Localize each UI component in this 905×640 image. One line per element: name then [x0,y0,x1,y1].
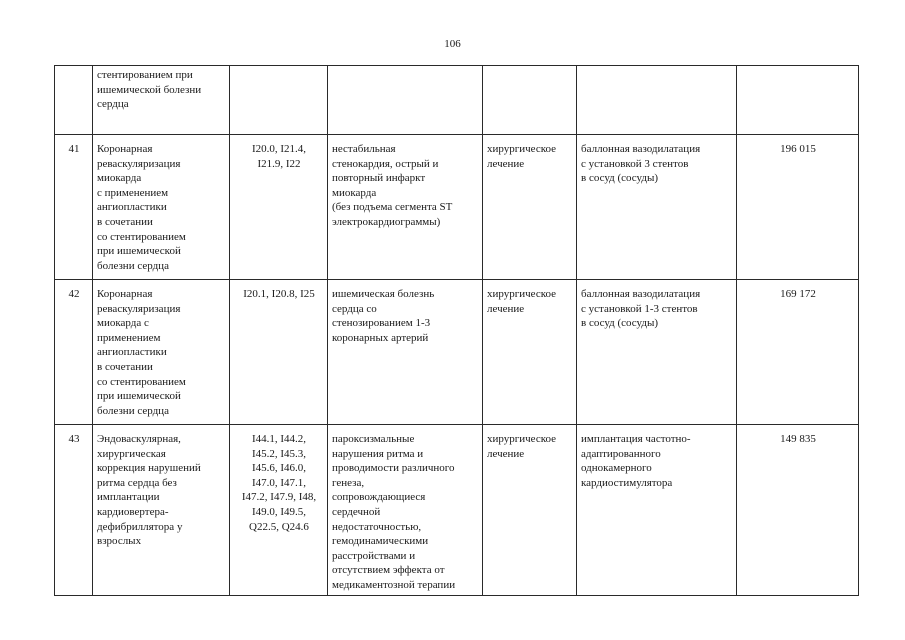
cell-text-line: кардиовертера- [97,505,169,518]
cell-patient-model [328,280,483,425]
cell-text-line: электрокардиограммы) [332,215,441,228]
cell-text-line: сердца [97,98,129,111]
cell-treatment-kind [483,66,577,135]
cell-text-line: (без подъема сегмента ST [332,201,453,214]
cell-text-line: сердца со [332,302,377,315]
cell-icd-codes [230,280,328,425]
cell-text: 169 172 [780,288,816,300]
cell-text-line: с установкой 1-3 стентов [581,302,698,315]
cell-cost [737,66,859,135]
cell-text-line: проводимости различного [332,462,455,475]
cell-treatment-method [577,135,737,280]
cell-text: 43 [68,433,80,445]
cell-text-line: лечение [487,302,525,315]
cell-number [55,280,93,425]
cell-text-line: имплантация частотно- [581,433,691,445]
cell-text-line: отсутствием эффекта от [332,564,445,577]
cell-text-line: со стентированием [97,375,186,388]
cell-text-line: в сосуд (сосуды) [581,172,659,185]
cell-text-line: стентированием при [97,69,193,81]
cell-icd-codes [230,66,328,135]
cell-text-line: при ишемической [97,245,181,258]
cell-text-line: хирургическая [97,447,166,460]
cell-icd-codes [230,425,328,596]
cell-text-line: с применением [97,186,169,199]
cell-text-line: Q22.5, Q24.6 [249,520,309,533]
cell-icd-codes [230,135,328,280]
cell-text-line: гемодинамическими [332,535,429,548]
cell-text-line: имплантации [97,491,160,504]
cell-text: 196 015 [780,143,816,155]
cell-text: 41 [68,143,80,155]
cell-care-type-name [93,66,230,135]
cell-text-line: ишемической болезни [97,83,202,96]
cell-text-line: при ишемической [97,390,181,403]
cell-text-line: генеза, [332,476,365,489]
cell-text-line: однокамерного [581,462,652,475]
cell-care-type-name [93,425,230,596]
cell-text: 42 [68,288,80,300]
cell-treatment-method [577,280,737,425]
cell-patient-model [328,425,483,596]
cell-text-line: I44.1, I44.2, [251,433,307,445]
cell-text-line: ангиопластики [97,201,167,214]
cell-text-line: I21.9, I22 [257,157,301,170]
cell-text-line: сердечной [332,505,381,518]
cell-number [55,425,93,596]
cell-text-line: I49.0, I49.5, [251,505,307,518]
cell-number [55,135,93,280]
cell-cost [737,280,859,425]
cell-text-line: лечение [487,157,525,170]
cell-text-line: адаптированного [581,447,661,460]
cell-text-line: в сочетании [97,215,153,228]
cell-text-line: I45.2, I45.3, [251,447,307,460]
cell-text-line: дефибриллятора у [97,520,183,533]
cell-text-line: I47.0, I47.1, [251,476,307,489]
cell-patient-model [328,135,483,280]
cell-text-line: хирургическое [487,433,557,445]
cell-text-line: кардиостимулятора [581,476,673,489]
cell-treatment-kind [483,135,577,280]
cell-text-line: баллонная вазодилатация [581,288,701,300]
cell-care-type-name [93,280,230,425]
cell-text-line: болезни сердца [97,404,169,417]
cell-text-line: нарушения ритма и [332,447,424,460]
cell-text-line: Коронарная [97,143,153,155]
cell-number [55,66,93,135]
cell-text-line: со стентированием [97,230,186,243]
cell-text-line: миокарда с [97,317,149,330]
cell-text: 149 835 [780,433,816,445]
cell-text-line: I20.1, I20.8, I25 [243,288,315,300]
cell-patient-model [328,66,483,135]
cell-text-line: медикаментозной терапии [332,578,456,591]
cell-text-line: реваскуляризация [97,302,181,315]
cell-text-line: лечение [487,447,525,460]
table-row [55,66,859,135]
cell-text-line: применением [97,331,161,344]
cell-text-line: коронарных артерий [332,331,429,344]
cell-text-line: повторный инфаркт [332,172,426,185]
cell-text-line: миокарда [332,186,377,199]
cell-text-line: ангиопластики [97,346,167,359]
cell-treatment-method [577,66,737,135]
cell-text-line: Эндоваскулярная, [97,433,181,445]
cell-text-line: стенокардия, острый и [332,157,439,170]
cell-text-line: хирургическое [487,143,557,155]
cell-treatment-kind [483,280,577,425]
cell-text-line: I20.0, I21.4, [251,143,307,155]
cell-text-line: с установкой 3 стентов [581,157,689,170]
cell-cost [737,425,859,596]
cell-text-line: I47.2, I47.9, I48, [241,491,317,504]
cell-text-line: хирургическое [487,288,557,300]
cell-text-line: коррекция нарушений [97,462,201,475]
cell-text-line: в сочетании [97,360,153,373]
table-row [55,280,859,425]
cell-text-line: пароксизмальные [332,433,415,445]
cell-text-line: нестабильная [332,143,396,155]
cell-text-line: болезни сердца [97,259,169,272]
table-row [55,425,859,596]
page-number: 106 [444,38,461,50]
cell-text-line: недостаточностью, [332,520,422,533]
cell-text-line: миокарда [97,172,142,185]
cell-text-line: взрослых [97,535,142,548]
cell-text-line: баллонная вазодилатация [581,143,701,155]
cell-care-type-name [93,135,230,280]
medical-care-table [54,65,859,596]
table-body [55,66,859,596]
cell-text-line: Коронарная [97,288,153,300]
cell-treatment-method [577,425,737,596]
cell-text-line: расстройствами и [332,549,416,562]
cell-text-line: ишемическая болезнь [332,288,435,300]
cell-text-line: реваскуляризация [97,157,181,170]
table-row [55,135,859,280]
cell-text-line: I45.6, I46.0, [251,462,307,475]
cell-text-line: сопровождающиеся [332,491,426,504]
cell-text-line: стенозированием 1-3 [332,317,431,330]
cell-text-line: ритма сердца без [97,476,177,489]
cell-text-line: в сосуд (сосуды) [581,317,659,330]
cell-cost [737,135,859,280]
cell-treatment-kind [483,425,577,596]
